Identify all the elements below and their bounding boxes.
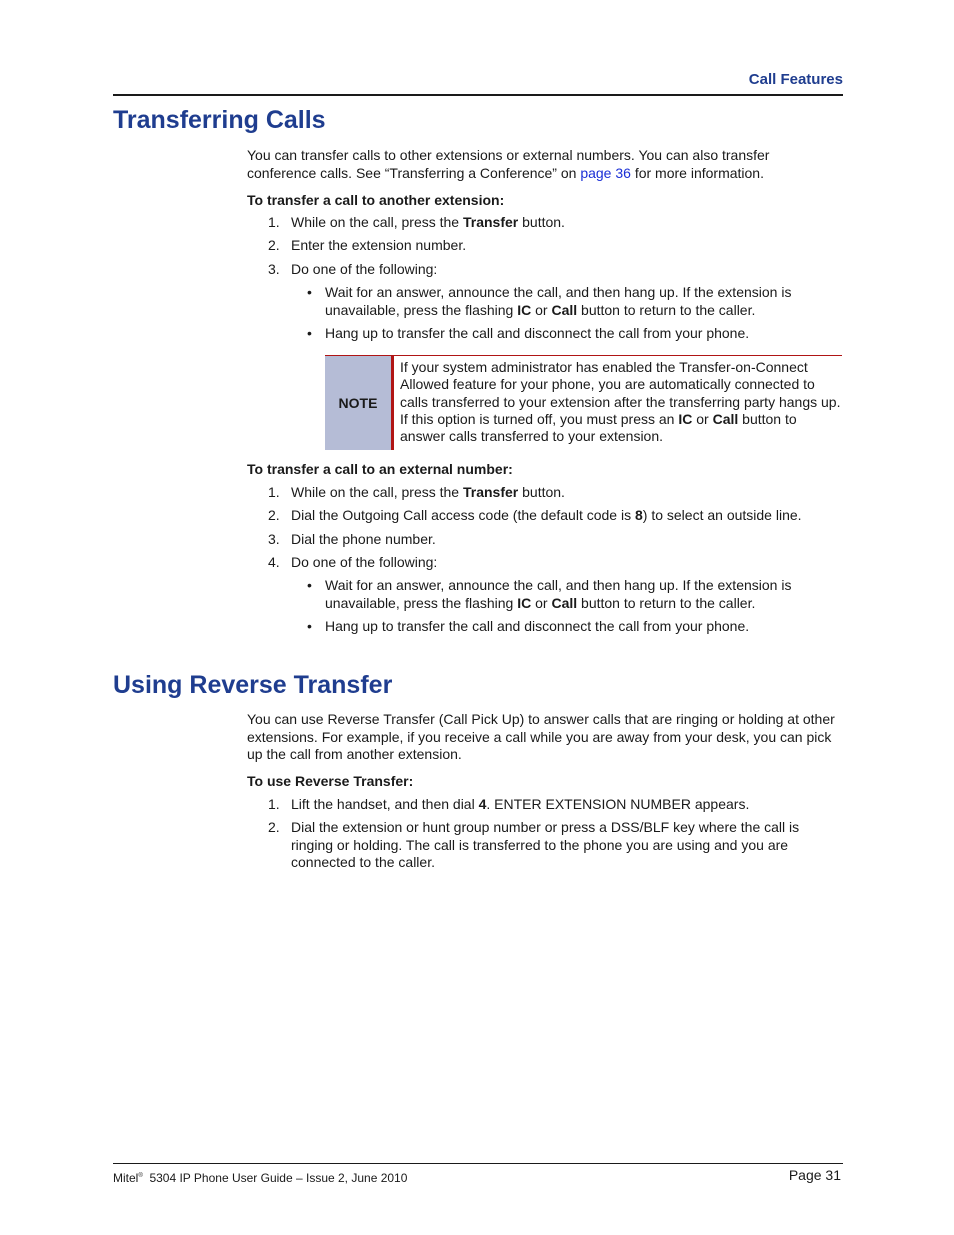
footer-document-title: Mitel® 5304 IP Phone User Guide – Issue 2, June 2010 xyxy=(113,1171,408,1185)
bullet-item: • Wait for an answer, announce the call, and then hang up. If the extension is unavailable, press the flashing IC or Call button to return to the caller. xyxy=(307,577,792,611)
header-section-title: Call Features xyxy=(748,71,843,88)
section-title-reverse-transfer: Using Reverse Transfer xyxy=(113,671,393,699)
bullet-item: • Hang up to transfer the call and disconnect the call from your phone. xyxy=(307,325,750,341)
bullet-item: • Hang up to transfer the call and disconnect the call from your phone. xyxy=(307,618,750,634)
note-box xyxy=(325,355,842,450)
procedure-heading-reverse: To use Reverse Transfer: xyxy=(247,773,414,789)
procedure-heading-extension: To transfer a call to another extension: xyxy=(247,192,505,208)
list-item: 1. While on the call, press the Transfer button. xyxy=(268,484,565,500)
note-label: NOTE xyxy=(325,356,391,450)
list-item: 1. While on the call, press the Transfer button. xyxy=(268,214,565,230)
section-title-transferring-calls: Transferring Calls xyxy=(113,106,326,134)
note-divider xyxy=(391,356,394,450)
procedure-heading-external: To transfer a call to an external number: xyxy=(247,461,513,477)
list-item: 1. Lift the handset, and then dial 4. ENTER EXTENSION NUMBER appears. xyxy=(268,796,750,812)
list-item: 2. Enter the extension number. xyxy=(268,237,467,253)
page-36-link[interactable]: page 36 xyxy=(580,164,631,181)
list-item: 3. Do one of the following: xyxy=(268,261,438,277)
note-text: If your system administrator has enabled the Transfer-on-Connect Allowed feature for your phone, you are automatically connected to calls transferred to your extension after the transferring party hangs up. If this option is turned off, you must press an IC or Call button to answer calls transferred to your extension. xyxy=(400,359,841,445)
page-number: Page 31 xyxy=(788,1167,841,1183)
intro-paragraph: You can transfer calls to other extensions or external numbers. You can also transfer conference calls. See “Transferring a Conference” on page 36 for more information. xyxy=(247,147,770,181)
list-item: 4. Do one of the following: xyxy=(268,554,438,570)
running-header xyxy=(113,70,843,96)
list-item: 3. Dial the phone number. xyxy=(268,531,436,547)
intro-paragraph: You can use Reverse Transfer (Call Pick Up) to answer calls that are ringing or holding at other extensions. For example, if you receive a call while you are away from your desk, you can pick up the call from another extension. xyxy=(247,711,835,762)
list-item: 2. Dial the extension or hunt group number or press a DSS/BLF key where the call is ringing or holding. The call is transferred to the phone you are using and you are connected to the caller. xyxy=(268,819,800,870)
bullet-item: • Wait for an answer, announce the call, and then hang up. If the extension is unavailable, press the flashing IC or Call button to return to the caller. xyxy=(307,284,792,318)
list-item: 2. Dial the Outgoing Call access code (the default code is 8) to select an outside line. xyxy=(268,507,802,523)
footer-rule xyxy=(113,1163,843,1164)
